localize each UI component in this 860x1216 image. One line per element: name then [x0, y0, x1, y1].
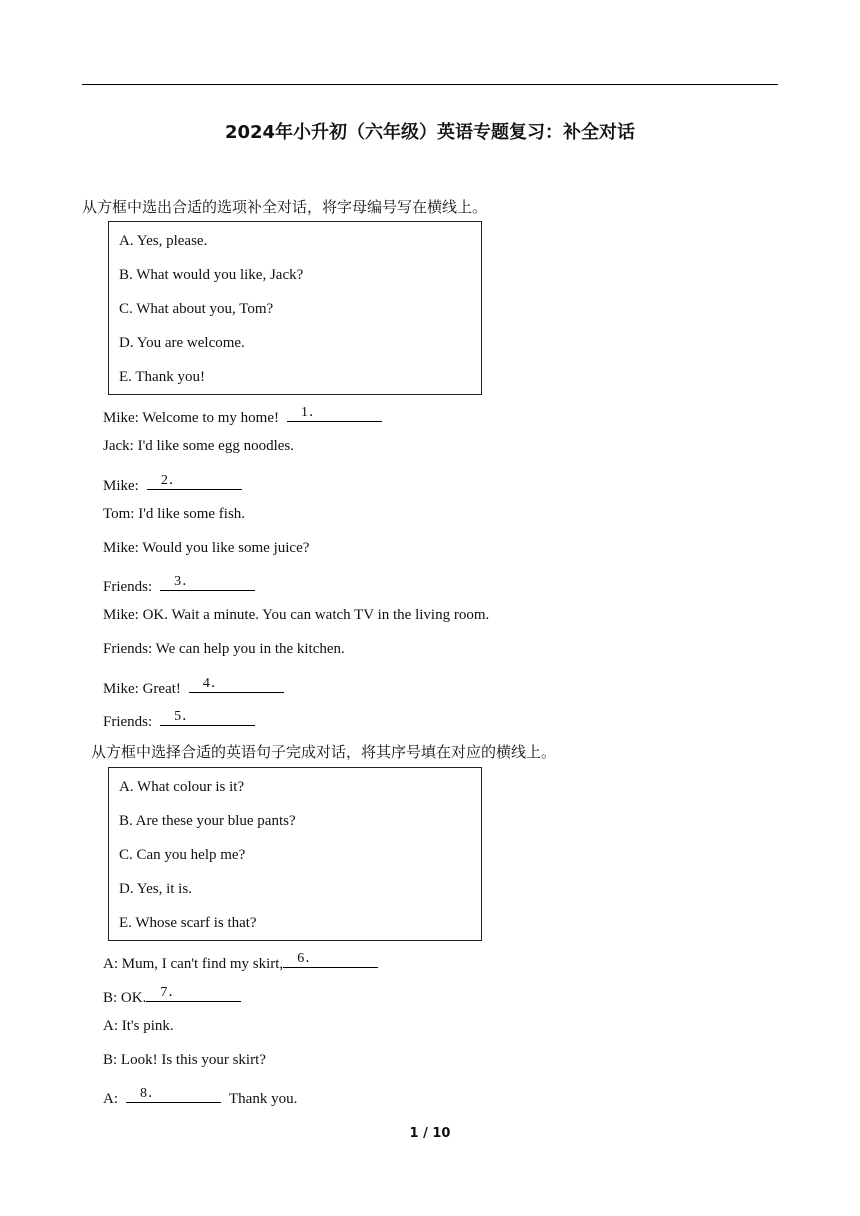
dialogue-line	[103, 438, 294, 455]
blank-number: 6．	[297, 951, 321, 966]
option-e: E. Whose scarf is that?	[119, 915, 257, 931]
option-b: B. Are these your blue pants?	[119, 813, 296, 829]
dialogue-line	[103, 573, 255, 596]
option-d: D. You are welcome.	[119, 335, 245, 351]
answer-blank[interactable]	[160, 708, 255, 726]
dialogue-line	[103, 1085, 297, 1108]
dialogue-line	[103, 984, 241, 1007]
dialogue-text: B: Look! Is this your skirt?	[103, 1052, 266, 1068]
answer-blank[interactable]	[147, 472, 242, 490]
dialogue-line	[103, 675, 284, 698]
blank-number: 1．	[300, 405, 324, 420]
dialogue-text: Mike: Welcome to my home!	[103, 410, 279, 426]
dialogue-after-text: Thank you.	[229, 1091, 298, 1107]
option-e: E. Thank you!	[119, 369, 205, 385]
blank-number: 3．	[174, 574, 198, 589]
option-a: A. Yes, please.	[119, 233, 208, 249]
dialogue-line	[103, 1018, 174, 1035]
dialogue-text: B: OK.	[103, 990, 147, 1006]
dialogue-text: A:	[103, 1091, 118, 1107]
dialogue-text: Tom: I'd like some fish.	[103, 506, 246, 522]
dialogue-text: Jack: I'd like some egg noodles.	[103, 438, 294, 454]
dialogue-text: Mike: Great!	[103, 681, 181, 697]
option-b: B. What would you like, Jack?	[119, 267, 304, 283]
dialogue-line	[103, 540, 309, 557]
section1-options-box	[108, 221, 482, 395]
blank-number: 4．	[202, 676, 226, 691]
answer-blank[interactable]	[146, 984, 241, 1002]
blank-number: 7．	[160, 985, 184, 1000]
section2-options-box	[108, 767, 482, 941]
dialogue-text: Mike:	[103, 478, 139, 494]
section1-instruction: 从方框中选出合适的选项补全对话，将字母编号写在横线上。	[82, 200, 488, 216]
dialogue-line	[103, 708, 255, 731]
dialogue-line	[103, 1052, 266, 1069]
dialogue-line	[103, 641, 345, 658]
section2-instruction: 从方框中选择合适的英语句子完成对话，将其序号填在对应的横线上。	[91, 745, 557, 761]
dialogue-line	[103, 404, 382, 427]
header-rule	[82, 84, 778, 85]
page-title: 2024年小升初（六年级）英语专题复习：补全对话	[224, 122, 636, 143]
dialogue-text: A: It's pink.	[103, 1018, 174, 1034]
dialogue-text: Friends: We can help you in the kitchen.	[103, 641, 345, 657]
page-number: 1 / 10	[409, 1126, 451, 1141]
answer-blank[interactable]	[287, 404, 382, 422]
dialogue-line	[103, 472, 242, 495]
dialogue-text: A: Mum, I can't find my skirt,	[103, 956, 284, 972]
answer-blank[interactable]	[126, 1085, 221, 1103]
answer-blank[interactable]	[160, 573, 255, 591]
dialogue-line	[103, 506, 245, 523]
answer-blank[interactable]	[283, 950, 378, 968]
option-d: D. Yes, it is.	[119, 881, 192, 897]
option-a: A. What colour is it?	[119, 779, 245, 795]
option-c: C. What about you, Tom?	[119, 301, 274, 317]
dialogue-text: Friends:	[103, 579, 153, 595]
dialogue-text: Mike: OK. Wait a minute. You can watch TV in the living room.	[103, 607, 490, 623]
dialogue-line	[103, 950, 378, 973]
dialogue-text: Friends:	[103, 714, 153, 730]
blank-number: 2．	[160, 473, 184, 488]
option-c: C. Can you help me?	[119, 847, 246, 863]
blank-number: 5．	[174, 709, 198, 724]
dialogue-text: Mike: Would you like some juice?	[103, 540, 310, 556]
answer-blank[interactable]	[189, 675, 284, 693]
dialogue-line	[103, 607, 489, 624]
blank-number: 8．	[140, 1086, 163, 1101]
